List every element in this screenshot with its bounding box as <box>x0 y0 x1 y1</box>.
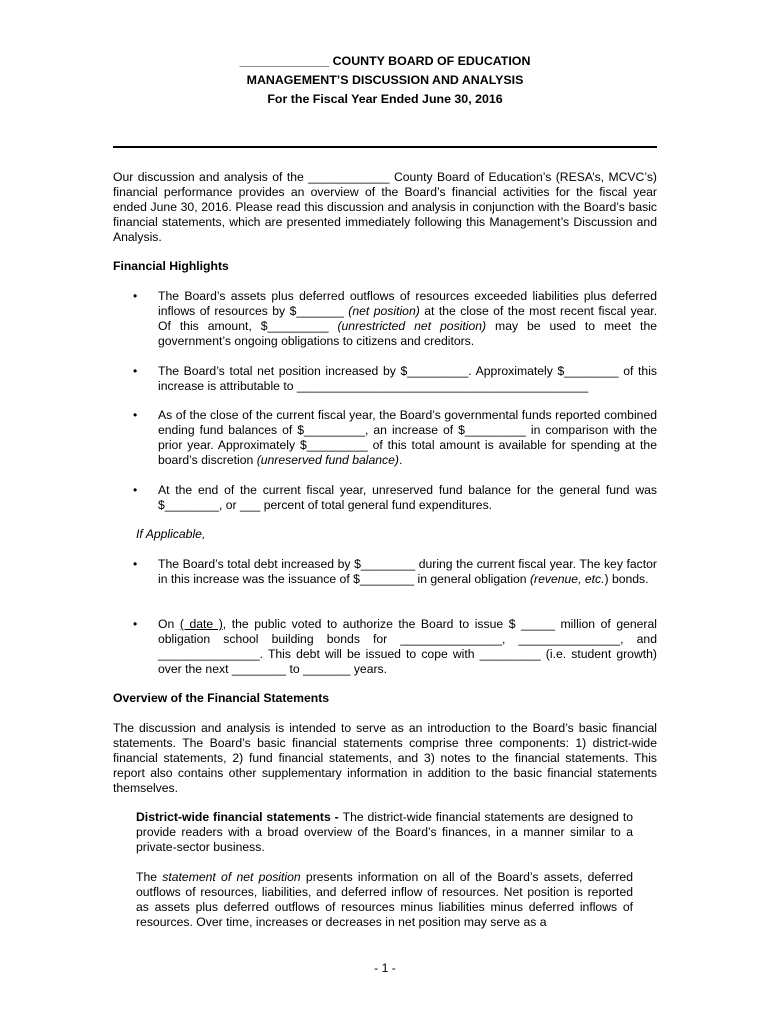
statement-of-net-position-term: statement of net position <box>162 870 301 884</box>
bullet-icon: • <box>133 617 138 631</box>
bullet-text: may be used to meet the government’s ongoing obligations to citizens and creditors. <box>158 319 657 348</box>
bullet-text: As of the close of the current fiscal year, the Board’s governmental funds reported combined ending fund balances of $_________, an increase of $_________ in comparison with the prior year. Approximately $_________ of this total amount is available for spending at the board’s discretion <box>158 408 657 467</box>
bullet-icon: • <box>133 557 138 571</box>
bullet-text: The Board’s total debt increased by $________ during the current fiscal year. The key factor in this increase was the issuance of $________ in general obligation <box>158 557 657 586</box>
if-applicable-note: If Applicable, <box>136 527 206 541</box>
page-number: - 1 - <box>374 961 396 975</box>
paragraph-text: presents information on all of the Board’s assets, deferred outflows of resources, liabilities, and deferred inflow of resources. Net position is reported as assets plus deferred outflows of resources minus liabilities minus deferred inflows of resources. Over time, increases or decreases in net position may serve as a <box>136 870 633 929</box>
overview-paragraph: The discussion and analysis is intended to serve as an introduction to the Board’s basic financial statements. The Board’s basic financial statements comprise three components: 1) district-wide financial statements, 2) fund financial statements, and 3) notes to the financial statements. This report also contains other supplementary information in addition to the basic financial statements themselves. <box>113 721 657 795</box>
header-county-board: _____________ COUNTY BOARD OF EDUCATION <box>239 54 531 68</box>
bullet-italic-text: (unreserved fund balance) <box>256 453 399 467</box>
bullet-text: On <box>158 617 180 631</box>
overview-heading: Overview of the Financial Statements <box>113 691 330 705</box>
district-wide-label: District-wide financial statements - <box>136 810 343 824</box>
district-wide-paragraph <box>136 810 633 855</box>
bullet-text: The Board’s total net position increased by $_________. Approximately $________ of this increase is attributable to ___________________________________________ <box>158 364 657 393</box>
bullet-italic-text: (net position) <box>348 304 420 318</box>
bullet-text: , the public voted to authorize the Board to issue $ _____ million of general obligation school building bonds for _______________, _______________, and _______________. This debt will be issued to cope with _________ (i.e. student growth) over the next ________ to _______ years. <box>158 617 657 676</box>
bullet-icon: • <box>133 483 138 497</box>
bullet-text: The Board’s assets plus deferred outflows of resources exceeded liabilities plus deferred inflows of resources by $_______ <box>158 289 657 318</box>
bullet-italic-text: (revenue, etc. <box>529 572 605 586</box>
header-fiscal-year: For the Fiscal Year Ended June 30, 2016 <box>267 92 503 106</box>
bullet-icon: • <box>133 364 138 378</box>
paragraph-text: The <box>136 870 163 884</box>
bullet-icon: • <box>133 289 138 303</box>
document-header <box>0 52 770 109</box>
date-blank: ( date ) <box>179 617 223 631</box>
statement-net-position-paragraph <box>136 870 633 930</box>
bullet-text: at the close of the most recent fiscal year. Of this amount, $_________ <box>158 304 657 333</box>
financial-highlights-heading: Financial Highlights <box>113 259 229 273</box>
bullet-text: ) bonds. <box>604 572 649 586</box>
bullet-text: . <box>398 453 403 467</box>
intro-paragraph: Our discussion and analysis of the ____________ County Board of Education’s (RESA’s, MCVC’s) financial performance provides an overview of the Board’s financial activities for the fiscal year ended June 30, 2016. Please read this discussion and analysis in conjunction with the Board’s basic financial statements, which are presented immediately following this Management’s Discussion and Analysis. <box>113 170 657 244</box>
bullet-italic-text: (unrestricted net position) <box>337 319 487 333</box>
header-divider <box>113 146 657 148</box>
bullet-icon: • <box>133 408 138 422</box>
district-wide-text: The district-wide financial statements are designed to provide readers with a broad overview of the Board’s finances, in a manner similar to a private-sector business. <box>136 810 633 854</box>
bullet-text: At the end of the current fiscal year, unreserved fund balance for the general fund was $________, or ___ percent of total general fund expenditures. <box>158 483 657 512</box>
header-mdna-title: MANAGEMENT’S DISCUSSION AND ANALYSIS <box>246 73 524 87</box>
